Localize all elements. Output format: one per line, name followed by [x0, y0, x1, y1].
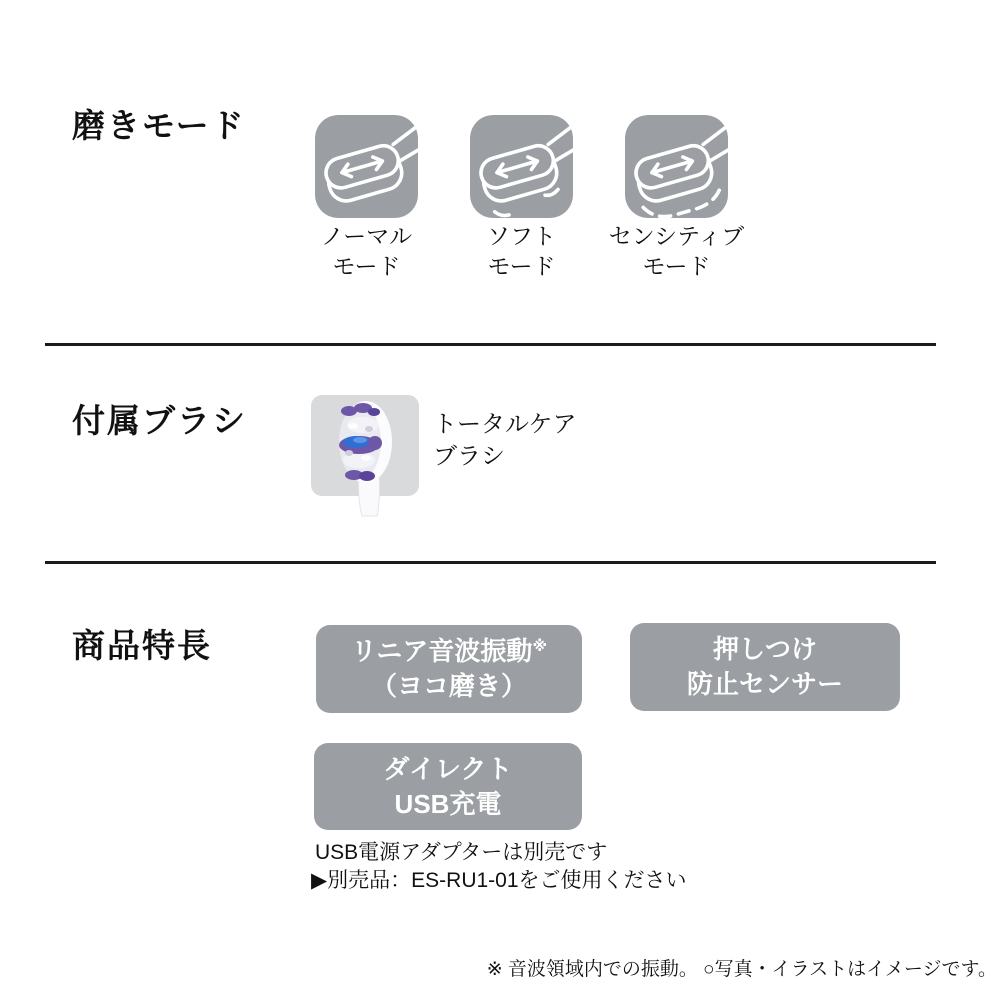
brush-name-line1: トータルケア — [433, 411, 577, 438]
usb-adapter-note: USB電源アダプターは別売です — [315, 841, 608, 864]
badge-line2: USB充電 — [394, 788, 502, 819]
mode-label-line1: センシティブ — [608, 223, 745, 249]
footer-disclaimer: ※ 音波領域内での振動。 ○写真・イラストはイメージです。 — [486, 959, 997, 980]
badge-line2: 防止センサー — [686, 669, 843, 699]
feature-badge-direct-usb-charging — [314, 743, 582, 830]
mode-label-line2: モード — [642, 253, 711, 279]
section-title-brushing-modes: 磨きモード — [72, 107, 246, 144]
section-title-included-brush: 付属ブラシ — [72, 402, 247, 439]
brush-name-line2: ブラシ — [433, 443, 505, 470]
mode-label-line1: ノーマル — [320, 223, 413, 249]
feature-badge-linear-sonic-vibration — [316, 625, 582, 713]
section-divider — [45, 343, 936, 346]
brush-head-arrow-soft-icon — [470, 115, 573, 218]
badge-line1: リニア音波振動※ — [350, 636, 548, 666]
brush-head-arrow-sensitive-icon — [625, 115, 728, 218]
brush-head-arrow-icon — [315, 115, 418, 218]
mode-label-sensitive — [595, 221, 758, 281]
separately-sold-item-note: ▶別売品：ES-RU1-01をご使用ください — [311, 869, 687, 892]
badge-line1: 押しつけ — [712, 634, 817, 664]
mode-label-line2: モード — [332, 253, 401, 279]
section-divider — [45, 561, 936, 564]
section-title-product-features: 商品特長 — [72, 627, 212, 664]
feature-badge-pressure-sensor — [630, 623, 900, 711]
mode-label-soft — [440, 221, 603, 281]
total-care-brush-photo — [311, 395, 419, 517]
footnote-marker: ※ — [532, 638, 548, 655]
mode-label-line2: モード — [487, 253, 556, 279]
badge-line2: （ヨコ磨き） — [370, 671, 527, 701]
brush-name-label — [433, 409, 577, 473]
mode-label-line1: ソフト — [487, 223, 556, 249]
badge-line1: ダイレクト — [383, 753, 513, 784]
mode-label-normal — [285, 221, 448, 281]
